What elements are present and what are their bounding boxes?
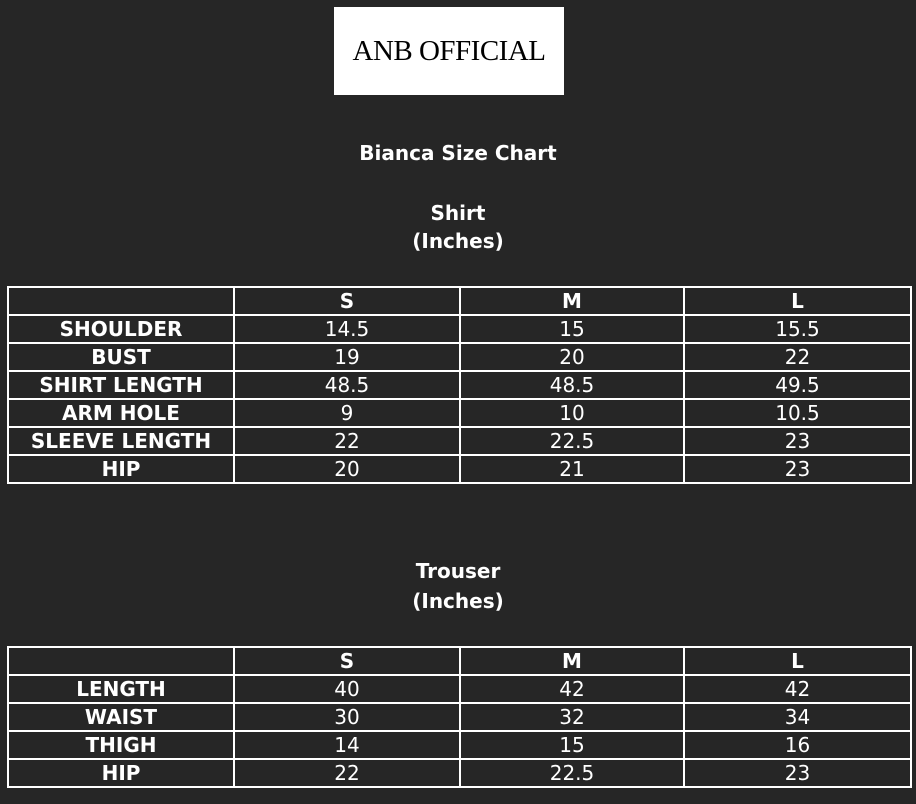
header-cell: L <box>684 287 911 315</box>
table-row <box>8 675 911 703</box>
row-label: SLEEVE LENGTH <box>8 427 234 455</box>
trouser-unit-label: (Inches) <box>412 589 504 613</box>
table-cell: 19 <box>234 343 460 371</box>
table-cell: 48.5 <box>460 371 684 399</box>
brand-logo <box>334 7 564 95</box>
brand-logo-text: ANB OFFICIAL <box>352 34 546 67</box>
header-cell: M <box>460 647 684 675</box>
table-cell: 22 <box>234 427 460 455</box>
table-row <box>8 455 911 483</box>
table-cell: 15 <box>460 315 684 343</box>
table-cell: 15 <box>460 731 684 759</box>
shirt-size-table <box>7 286 912 484</box>
table-cell: 22.5 <box>460 427 684 455</box>
table-cell: 14.5 <box>234 315 460 343</box>
table-cell: 49.5 <box>684 371 911 399</box>
row-label: SHOULDER <box>8 315 234 343</box>
header-cell <box>8 647 234 675</box>
row-label: WAIST <box>8 703 234 731</box>
table-cell: 22.5 <box>460 759 684 787</box>
table-cell: 42 <box>684 675 911 703</box>
trouser-size-table <box>7 646 912 788</box>
table-row <box>8 759 911 787</box>
table-cell: 22 <box>684 343 911 371</box>
header-cell: S <box>234 647 460 675</box>
header-cell: M <box>460 287 684 315</box>
table-cell: 20 <box>460 343 684 371</box>
table-row <box>8 315 911 343</box>
table-row <box>8 343 911 371</box>
table-cell: 14 <box>234 731 460 759</box>
row-label: BUST <box>8 343 234 371</box>
table-cell: 23 <box>684 427 911 455</box>
table-cell: 20 <box>234 455 460 483</box>
table-header-row <box>8 647 911 675</box>
row-label: SHIRT LENGTH <box>8 371 234 399</box>
page-title: Bianca Size Chart <box>359 141 557 165</box>
table-header-row <box>8 287 911 315</box>
header-cell: S <box>234 287 460 315</box>
row-label: LENGTH <box>8 675 234 703</box>
table-cell: 22 <box>234 759 460 787</box>
shirt-unit-label: (Inches) <box>412 229 504 253</box>
table-cell: 10 <box>460 399 684 427</box>
table-row <box>8 399 911 427</box>
header-cell: L <box>684 647 911 675</box>
trouser-section-title: Trouser <box>415 559 501 583</box>
header-cell <box>8 287 234 315</box>
table-cell: 40 <box>234 675 460 703</box>
table-cell: 16 <box>684 731 911 759</box>
row-label: HIP <box>8 455 234 483</box>
table-cell: 30 <box>234 703 460 731</box>
table-row <box>8 427 911 455</box>
table-row <box>8 371 911 399</box>
table-cell: 32 <box>460 703 684 731</box>
table-cell: 15.5 <box>684 315 911 343</box>
table-row <box>8 703 911 731</box>
table-row <box>8 731 911 759</box>
table-cell: 21 <box>460 455 684 483</box>
shirt-section-title: Shirt <box>430 201 486 225</box>
table-cell: 42 <box>460 675 684 703</box>
row-label: ARM HOLE <box>8 399 234 427</box>
row-label: HIP <box>8 759 234 787</box>
table-cell: 23 <box>684 455 911 483</box>
table-cell: 34 <box>684 703 911 731</box>
table-cell: 10.5 <box>684 399 911 427</box>
table-cell: 23 <box>684 759 911 787</box>
table-cell: 48.5 <box>234 371 460 399</box>
table-cell: 9 <box>234 399 460 427</box>
row-label: THIGH <box>8 731 234 759</box>
